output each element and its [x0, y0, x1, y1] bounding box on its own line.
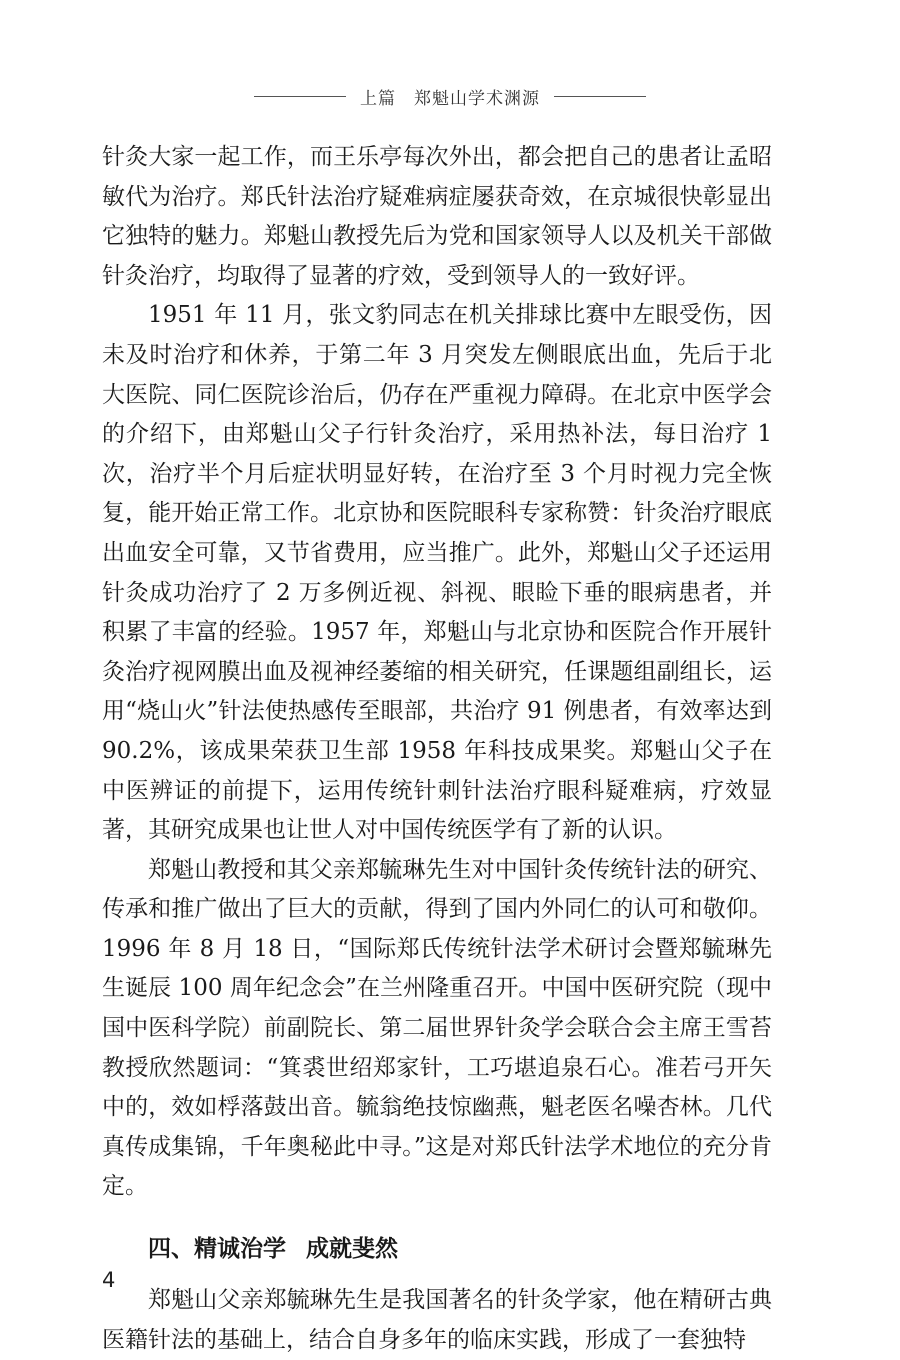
page-body — [102, 138, 772, 1360]
header-rule-right — [554, 96, 646, 97]
paragraph-section-start: 郑魁山父亲郑毓琳先生是我国著名的针灸学家，他在精研古典医籍针法的基础上，结合自身多年的临床实践，形成了一套独特 — [102, 1287, 772, 1353]
header-title: 郑魁山学术渊源 — [414, 89, 540, 109]
paragraph-continued: 针灸大家一起工作，而王乐亭每次外出，都会把自己的患者让孟昭敏代为治疗。郑氏针法治疗疑难病症屡获奇效，在京城很快彰显出它独特的魅力。郑魁山教授先后为党和国家领导人以及机关干部做针灸治疗，均取得了显著的疗效，受到领导人的一致好评。 — [102, 144, 772, 289]
page-number: 4 — [102, 1268, 116, 1292]
running-header — [0, 84, 900, 109]
paragraph-eye-treatment: 1951 年 11 月，张文豹同志在机关排球比赛中左眼受伤，因未及时治疗和休养，于第二年 3 月突发左侧眼底出血，先后于北大医院、同仁医院诊治后，仍存在严重视力障碍。在北京中医学会的介绍下，由郑魁山父子行针灸治疗，采用热补法，每日治疗 1 次，治疗半个月后症状明显好转，在治疗至 3 个月时视力完全恢复，能开始正常工作。北京协和医院眼科专家称赞：针灸治疗眼底出血安全可靠，又节省费用，应当推广。此外，郑魁山父子还运用针灸成功治疗了 2 万多例近视、斜视、眼睑下垂的眼病患者，并积累了丰富的经验。1957 年，郑魁山与北京协和医院合作开展针灸治疗视网膜出血及视神经萎缩的相关研究，任课题组副组长，运用“烧山火”针法使热感传至眼部，共治疗 91 例患者，有效率达到 90.2%，该成果荣获卫生部 1958 年科技成果奖。郑魁山父子在中医辨证的前提下，运用传统针刺针法治疗眼科疑难病，疗效显著，其研究成果也让世人对中国传统医学有了新的认识。 — [102, 302, 772, 844]
section-heading — [102, 1229, 772, 1269]
section-heading-number: 四、精诚治学 — [148, 1236, 286, 1263]
header-rule-left — [254, 96, 346, 97]
header-text — [360, 84, 540, 109]
section-heading-subtitle: 成就斐然 — [306, 1236, 398, 1263]
header-part: 上篇 — [360, 89, 396, 109]
paragraph-contributions: 郑魁山教授和其父亲郑毓琳先生对中国针灸传统针法的研究、传承和推广做出了巨大的贡献，得到了国内外同仁的认可和敬仰。1996 年 8 月 18 日，“国际郑氏传统针法学术研讨会暨郑毓琳先生诞辰 100 周年纪念会”在兰州隆重召开。中国中医研究院（现中国中医科学院）前副院长、第二届世界针灸学会联合会主席王雪苔教授欣然题词：“箕裘世绍郑家针，工巧堪追泉石心。准若弓开矢中的，效如桴落鼓出音。毓翁绝技惊幽燕，魁老医名噪杏林。几代真传成集锦，千年奥秘此中寻。”这是对郑氏针法学术地位的充分肯定。 — [102, 856, 772, 1200]
